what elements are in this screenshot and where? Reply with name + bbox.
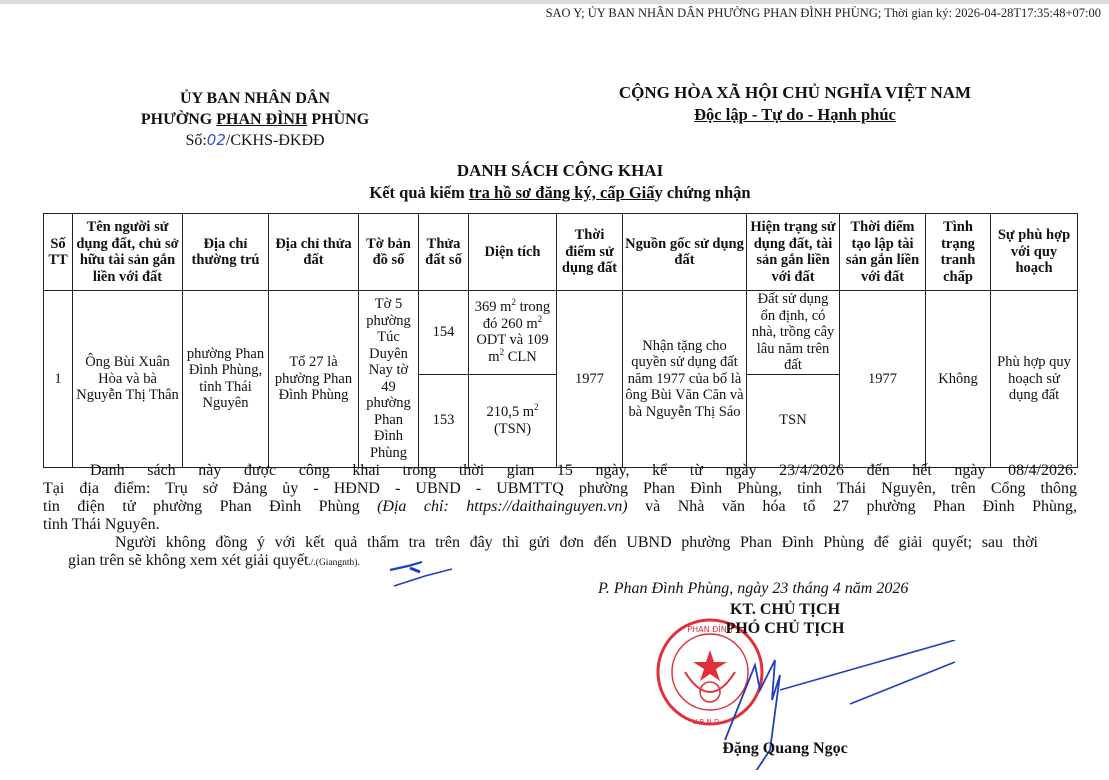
public-list-table [43,213,1078,468]
notice-line: Người không đồng ý với kết quả thẩm tra trên đây thì gửi đơn đến UBND phường Phan Đình Phùng để giải quyết; sau thời [115,534,1038,551]
cell-residence: phường Phan Đình Phùng, tỉnh Thái Nguyên [183,291,269,468]
drafter-tag: ./.(Giangnth). [308,558,360,568]
notice-line: Danh sách này được công khai trong thời gian 15 ngày, kể từ ngày 23/4/2026 đến hết ngày 08/4/2026. [90,462,1077,479]
cell-use-since: 1977 [557,291,623,468]
issuer-header [100,88,410,151]
header-cell: Tình trạng tranh chấp [926,214,991,291]
cell-area: 369 $m^2$ trong đó 260 $m^2$ ODT và 109 $m^2$ CLN [469,291,557,375]
cell-current-status: Đất sử dụng ổn định, có nhà, trồng cây lâu năm trên đất [747,291,840,375]
national-motto: Độc lập - Tự do - Hạnh phúc [694,105,896,124]
document-number: Số:02/CKHS-ĐKĐĐ [185,131,325,149]
notice-line: Tại địa điểm: Trụ sở Đảng ủy - HĐND - UBND - UBMTTQ phường Phan Đình Phùng, tỉnh Thái Nguyên, trên Cổng thông [43,480,1077,497]
issuer-line2: PHƯỜNG PHAN ĐÌNH PHÙNG [140,111,370,128]
table-header-row [44,214,1078,291]
header-cell: Nguồn gốc sử dụng đất [623,214,747,291]
cell-current-status: TSN [747,374,840,467]
header-cell: Diện tích [469,214,557,291]
issuer-line1: ỦY BAN NHÂN DÂN [179,90,331,107]
header-cell: Thời điểm sử dụng đất [557,214,623,291]
document-title [300,160,820,204]
cell-map-sheet: Tờ 5 phường Túc Duyên Nay tờ 49 phường Phan Đình Phùng [359,291,419,468]
top-border [0,0,1109,4]
header-cell: Tờ bản đồ số [359,214,419,291]
header-cell: Số TT [44,214,73,291]
cell-owner: Ông Bùi Xuân Hòa và bà Nguyễn Thị Thân [73,291,183,468]
notice-paragraph-2 [68,534,1038,572]
header-cell: Tên người sử dụng đất, chủ sở hữu tài sản gắn liền với đất [73,214,183,291]
notice-paragraph-1 [43,462,1077,534]
cell-area: 210,5 $m^2$ (TSN) [469,374,557,467]
cell-parcel-address: Tổ 27 là phường Phan Đình Phùng [269,291,359,468]
header-cell: Hiện trạng sử dụng đất, tài sản gắn liền với đất [747,214,840,291]
national-title: CỘNG HÒA XÃ HỘI CHỦ NGHĨA VIỆT NAM [618,83,972,102]
national-header [575,82,1015,126]
digital-signature-line: SAO Y; ỦY BAN NHÂN DÂN PHƯỜNG PHAN ĐÌNH PHÙNG; Thời gian ký: 2026-04-28T17:35:48+07:00 [545,6,1101,20]
cell-parcel-number: 153 [419,374,469,467]
notice-line: gian trên sẽ không xem xét giải quyết./.(Giangnth). [68,552,360,569]
signer-role-1: KT. CHỦ TỊCH [729,601,841,618]
cell-planning: Phù hợp quy hoạch sử dụng đất [991,291,1078,468]
initial-mark-icon [380,556,460,590]
svg-text:PHAN ĐÌNH: PHAN ĐÌNH [687,625,733,634]
header-cell: Địa chỉ thửa đất [269,214,359,291]
cell-parcel-number: 154 [419,291,469,375]
signature-block [660,600,910,638]
notice-line: tin điện tử phường Phan Đình Phùng (Địa chỉ: https://daithainguyen.vn) và Nhà văn hóa tổ 27 phường Phan Đình Phùng, [43,498,1078,515]
notice-line: tỉnh Thái Nguyên. [43,516,160,533]
cell-asset-since: 1977 [840,291,926,468]
sign-place-date: P. Phan Đình Phùng, ngày 23 tháng 4 năm 2026 [598,580,909,597]
handwritten-number: 02 [206,131,226,149]
header-cell: Địa chỉ thường trú [183,214,269,291]
header-cell: Thời điểm tạo lập tài sản gắn liền với đất [840,214,926,291]
table-row [44,291,1078,375]
cell-origin: Nhận tặng cho quyền sử dụng đất năm 1977 của bố là ông Bùi Văn Căn và bà Nguyễn Thị Sáo [623,291,747,468]
signer-name: Đặng Quang Ngọc [722,740,848,757]
header-cell: Sự phù hợp với quy hoạch [991,214,1078,291]
cell-stt: 1 [44,291,73,468]
svg-text:U.B.N.D ☆: U.B.N.D ☆ [692,718,728,726]
website-address: (Địa chỉ: https://daithainguyen.vn) [377,498,628,515]
signer-role-2: PHÓ CHỦ TỊCH [725,620,845,637]
title-line: DANH SÁCH CÔNG KHAI [456,161,664,180]
cell-dispute: Không [926,291,991,468]
header-cell: Thửa đất số [419,214,469,291]
subtitle-line: Kết quả kiểm tra hồ sơ đăng ký, cấp Giấy chứng nhận [369,183,751,202]
